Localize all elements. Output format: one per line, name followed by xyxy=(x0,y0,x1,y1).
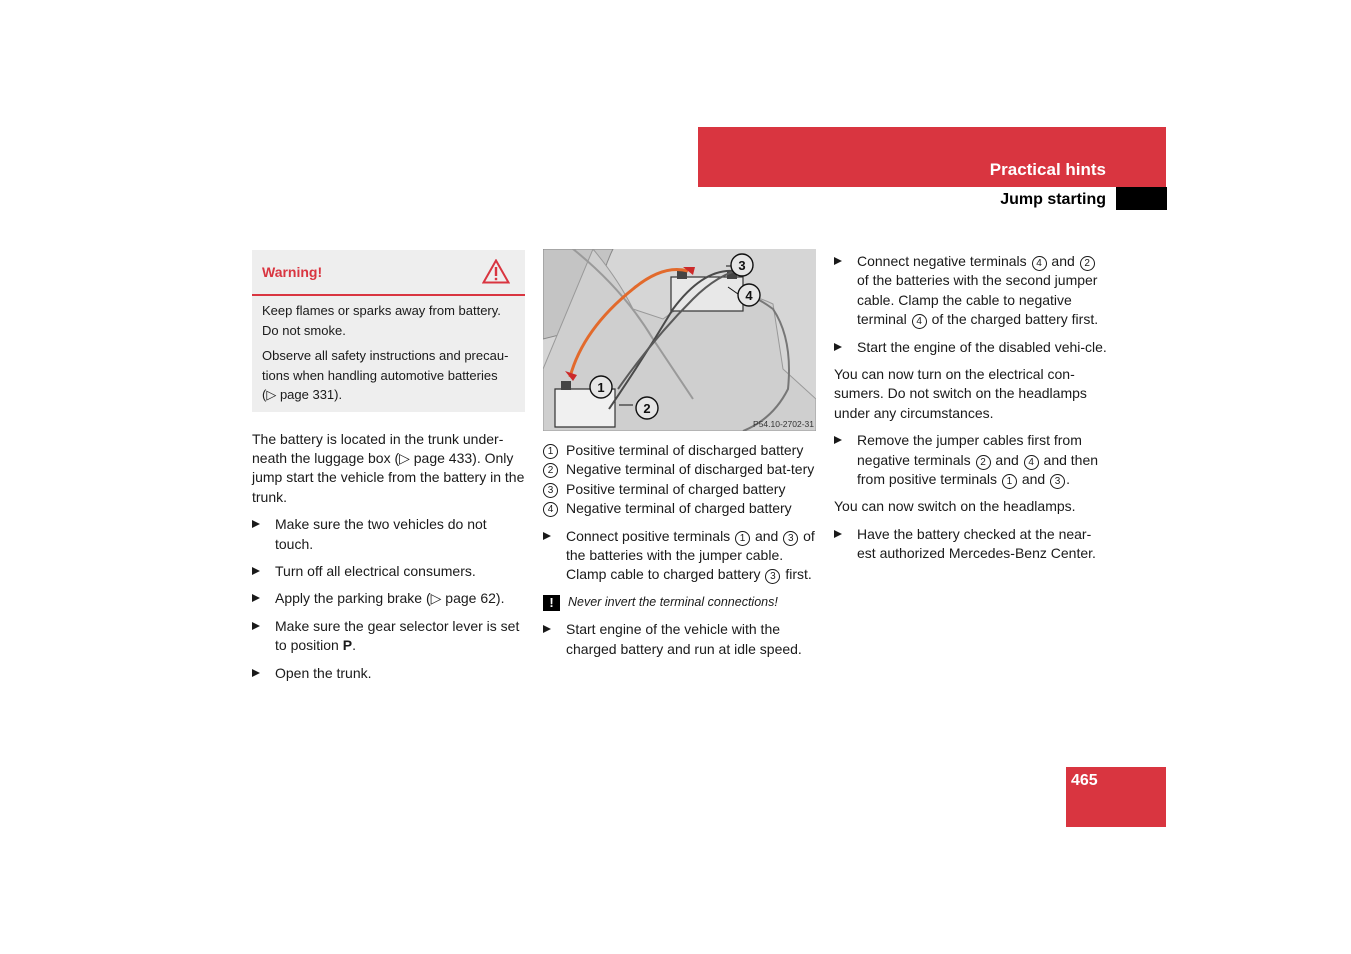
warning-text-1: Keep flames or sparks away from battery. Do not smoke. xyxy=(262,303,501,338)
step-item xyxy=(252,562,525,581)
warning-header xyxy=(252,250,525,296)
callout-label-2: 2 xyxy=(643,401,651,416)
subsection-title: Jump starting xyxy=(1000,191,1106,208)
legend-text: Positive terminal of discharged battery xyxy=(566,442,804,458)
trunk-battery-drawing xyxy=(543,249,816,431)
figure-legend xyxy=(543,441,816,519)
step-text: and xyxy=(1047,253,1079,269)
step-text: Make sure the gear selector lever is set to position xyxy=(275,617,520,654)
step-item xyxy=(252,589,525,608)
figure-code: P54.10-2702-31 xyxy=(753,419,814,429)
step-item xyxy=(252,515,525,554)
step-text-end: . xyxy=(352,637,356,654)
bullet-arrow-icon xyxy=(252,622,260,630)
exclamation-icon: ! xyxy=(543,595,560,611)
legend-text: Positive terminal of charged battery xyxy=(566,480,786,497)
bullet-arrow-icon xyxy=(252,520,260,528)
callout-label-4: 4 xyxy=(745,288,753,303)
bullet-arrow-icon xyxy=(834,530,842,538)
callout-label-1: 1 xyxy=(597,380,605,395)
terminal-number: 3 xyxy=(765,569,780,584)
info-paragraph: You can now switch on the headlamps. xyxy=(834,498,1076,515)
terminal-number: 4 xyxy=(1024,455,1039,470)
step-text: Have the battery checked at the near-est authorized Mercedes-Benz Center. xyxy=(857,525,1096,562)
step-item xyxy=(252,617,525,656)
legend-number: 1 xyxy=(543,444,558,459)
gear-position: P xyxy=(342,637,353,654)
bullet-arrow-icon xyxy=(834,257,842,265)
terminal-number: 2 xyxy=(1080,256,1095,271)
step-text: and xyxy=(1017,471,1050,488)
intro-paragraph: The battery is located in the trunk under-neath the luggage box (▷ page 433). Only jump start the vehicle from the battery in the trunk. xyxy=(252,430,525,505)
bullet-arrow-icon xyxy=(252,567,260,575)
step-text: Connect positive terminals xyxy=(566,527,735,544)
step-text: of the charged battery first. xyxy=(927,311,1099,328)
step-item xyxy=(252,664,525,683)
bullet-arrow-icon xyxy=(252,669,260,677)
step-text: Remove the jumper cables first from negative terminals xyxy=(857,432,1082,468)
warning-text-2: Observe all safety instructions and precau-tions when handling automotive batteries (▷ page 331). xyxy=(262,348,509,402)
step-text: Start engine of the vehicle with the charged battery and run at idle speed. xyxy=(566,621,802,657)
warning-title: Warning! xyxy=(262,264,323,280)
step-text: Make sure the two vehicles do not touch. xyxy=(275,516,487,552)
step-text: first. xyxy=(781,566,812,583)
bullet-arrow-icon xyxy=(252,594,260,602)
terminal-number: 2 xyxy=(976,455,991,470)
warning-triangle-icon xyxy=(482,259,510,284)
step-item xyxy=(834,525,1107,564)
legend-text: Negative terminal of discharged bat-tery xyxy=(566,461,815,478)
terminal-number: 4 xyxy=(912,314,927,329)
header-tab-marker xyxy=(1116,187,1167,210)
terminal-number: 1 xyxy=(735,531,750,546)
terminal-number: 3 xyxy=(783,531,798,546)
bullet-arrow-icon xyxy=(834,343,842,351)
page-number: 465 xyxy=(1071,772,1098,789)
step-text: Start the engine of the disabled vehi-cle. xyxy=(857,338,1107,355)
terminal-number: 1 xyxy=(1002,474,1017,489)
step-text: and then from positive terminals xyxy=(857,451,1099,488)
step-text: and xyxy=(751,527,783,544)
bullet-arrow-icon xyxy=(543,625,551,633)
warning-body xyxy=(252,296,525,412)
step-text: of the batteries with the second jumper cable. Clamp the cable to negative terminal xyxy=(857,272,1098,328)
warning-box xyxy=(252,250,525,412)
notice-note xyxy=(543,593,816,612)
legend-number: 2 xyxy=(543,463,558,478)
column-middle xyxy=(543,249,816,659)
step-item xyxy=(834,431,1107,489)
step-text: Open the trunk. xyxy=(275,664,372,681)
step-text: of the batteries with the jumper cable. Clamp cable to charged battery xyxy=(566,527,815,583)
column-left xyxy=(252,250,525,683)
step-text: Apply the parking brake (▷ page 62). xyxy=(275,590,505,607)
legend-item xyxy=(543,441,816,460)
step-item xyxy=(834,338,1107,357)
notice-text: Never invert the terminal connections! xyxy=(568,594,778,609)
section-title: Practical hints xyxy=(989,160,1106,179)
bullet-arrow-icon xyxy=(543,532,551,540)
jump-start-illustration xyxy=(543,249,816,431)
step-item xyxy=(834,252,1107,330)
legend-item xyxy=(543,499,816,518)
legend-number: 4 xyxy=(543,502,558,517)
terminal-number: 4 xyxy=(1032,256,1047,271)
column-right xyxy=(834,244,1107,564)
info-paragraph: You can now turn on the electrical con-sumers. Do not switch on the headlamps under any circumstances. xyxy=(834,366,1087,421)
step-text: Turn off all electrical consumers. xyxy=(275,562,476,579)
legend-text: Negative terminal of charged battery xyxy=(566,500,792,517)
terminal-number: 3 xyxy=(1050,474,1065,489)
legend-item xyxy=(543,460,816,479)
callout-label-3: 3 xyxy=(738,258,746,273)
legend-item xyxy=(543,480,816,499)
legend-number: 3 xyxy=(543,483,558,498)
step-text: and xyxy=(991,451,1023,468)
step-item xyxy=(543,620,816,659)
step-text: Connect negative terminals xyxy=(857,253,1031,269)
step-text: . xyxy=(1066,471,1070,488)
step-item xyxy=(543,527,816,585)
bullet-arrow-icon xyxy=(834,436,842,444)
